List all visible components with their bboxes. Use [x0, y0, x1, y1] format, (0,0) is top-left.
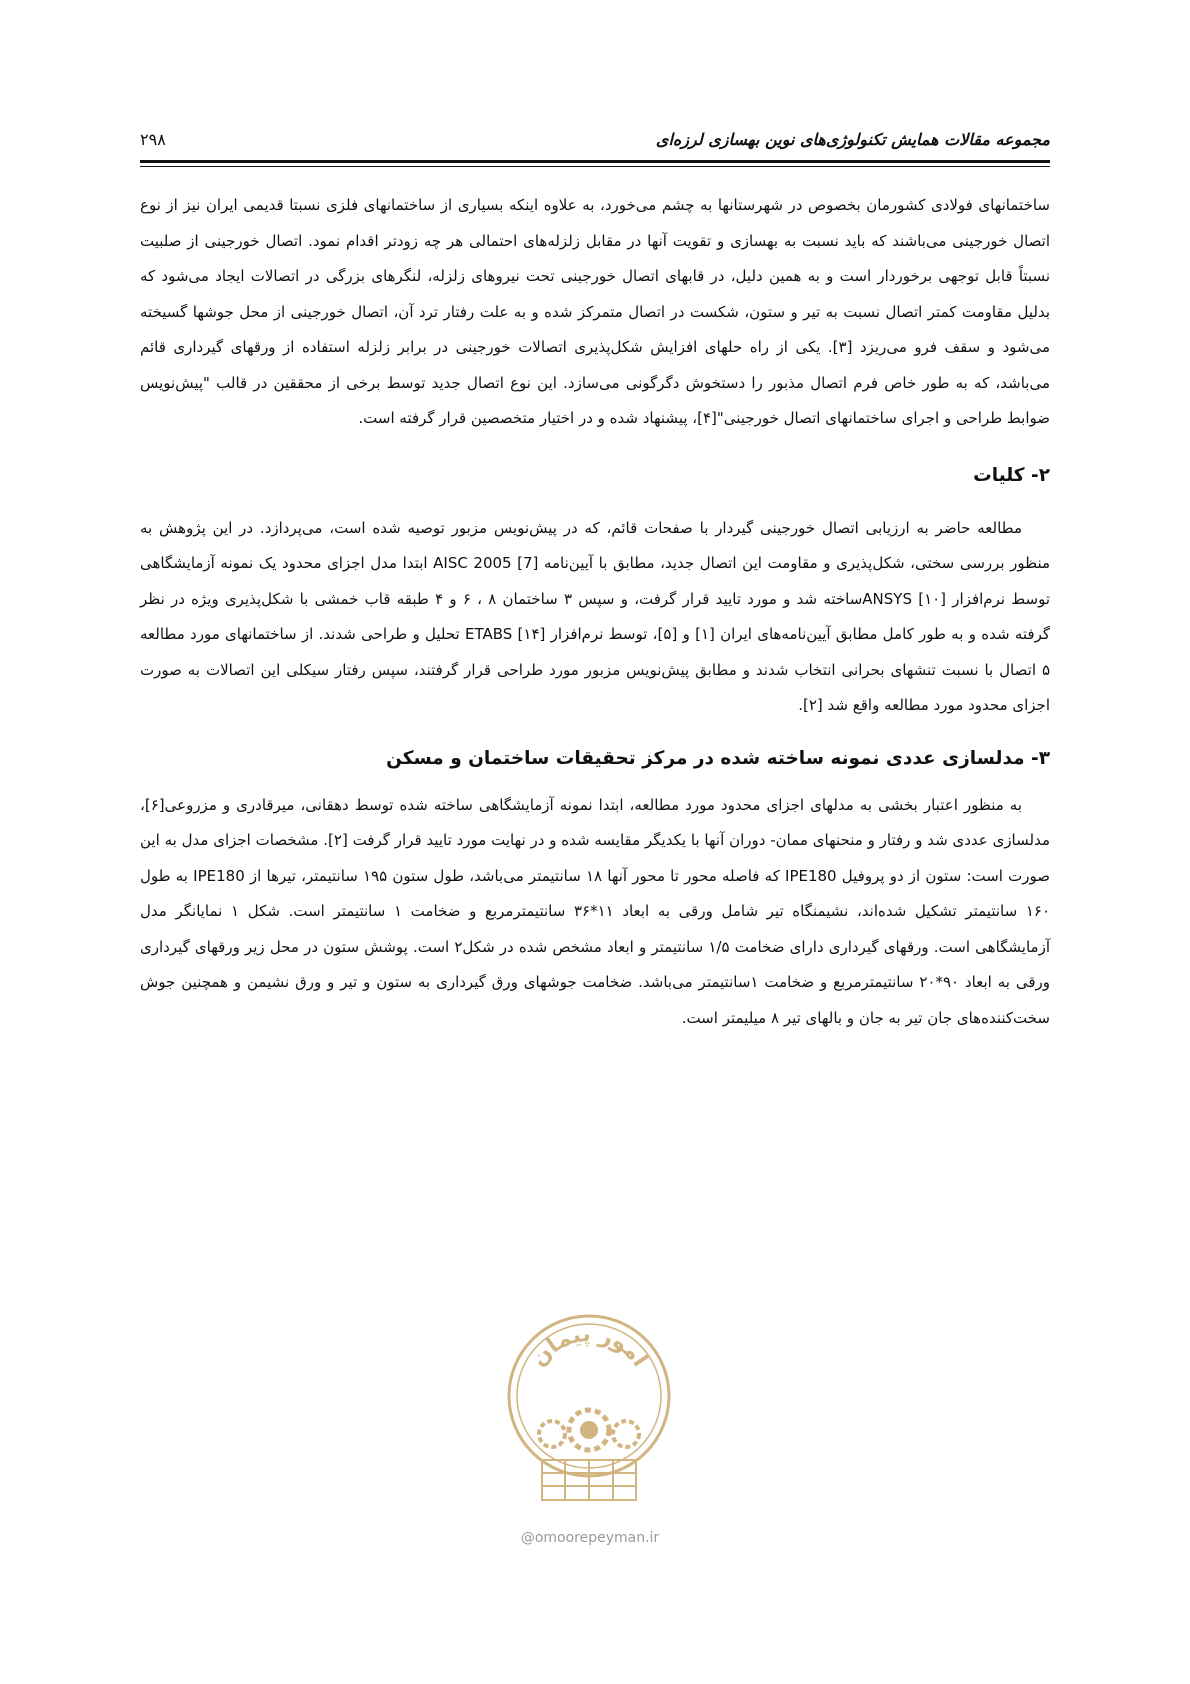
intro-paragraph: ساختمانهای فولادی کشورمان بخصوص در شهرستانها به چشم می‌خورد، به علاوه اینکه بسیاری از ساختمانهای فلزی نسبتا قدیمی ایران نیز از نوع اتصال خورجینی می‌باشند که باید نسبت به بهسازی و تقویت آنها در مقابل زلزله‌های احتمالی هر چه زودتر اقدام نمود. اتصال خورجینی از صلبیت نسبتاً قابل توجهی برخوردار است و به همین دلیل، در قابهای اتصال خورجینی تحت نیروهای زلزله، لنگرهای بزرگی در اتصالات ایجاد می‌شود که بدلیل مقاومت کمتر اتصال نسبت به تیر و ستون، شکست در اتصال متمرکز شده و به علت رفتار ترد آن، اتصال خورجینی از محل جوشها گسیخته می‌شود و سقف فرو می‌ریزد [۳]. یکی از راه حلهای افزایش شکل‌پذیری اتصالات خورجینی در برابر زلزله استفاده از ورقهای گیرداری قائم می‌باشد، که به طور خاص فرم اتصال مذبور را دستخوش دگرگونی می‌سازد. این نوع اتصال جدید توسط برخی از محققین در قالب "پیش‌نویس ضوابط طراحی و اجرای ساختمانهای اتصال خورجینی"[۴]، پیشنهاد شده و در اختیار متخصصین قرار گرفته است. — [140, 196, 1050, 427]
page-header — [140, 128, 1050, 162]
section-2-heading: ۲- کلیات — [973, 464, 1050, 486]
header-rule-thin — [140, 166, 1050, 167]
logo-lettering: امور پیمان — [526, 1321, 653, 1372]
main-content — [140, 188, 1050, 1036]
section-2-paragraph: مطالعه حاضر به ارزیابی اتصال خورجینی گیردار با صفحات قائم، که در پیش‌نویس مزبور توصیه شده است، می‌پردازد. در این پژوهش به منظور بررسی سختی، شکل‌پذیری و مقاومت این اتصال جدید، مطابق با آیین‌نامه AISC 2005 [7] ابتدا مدل اجزای محدود یک نمونه آزمایشگاهی توسط نرم‌افزار ANSYS [۱۰]ساخته شد و مورد تایید قرار گرفت، و سپس ۳ ساختمان ۸ ، ۶ و ۴ طبقه قاب خمشی با شکل‌پذیری ویژه در نظر گرفته شده و به طور کامل مطابق آیین‌نامه‌های ایران [۱] و [۵]، توسط نرم‌افزار ETABS [۱۴] تحلیل و طراحی شدند. از ساختمانهای مورد مطالعه ۵ اتصال با نسبت تنشهای بحرانی انتخاب شدند و مطابق پیش‌نویس مزبور مورد طراحی قرار گرفتند، سپس رفتار سیکلی این اتصالات به صورت اجزای محدود مورد مطالعه واقع شد [۲]. — [140, 518, 1051, 714]
page-number: ۲۹۸ — [140, 130, 166, 149]
watermark-caption: @omoorepeyman.ir — [520, 1530, 660, 1546]
section-3-heading: ۳- مدلسازی عددی نمونه ساخته شده در مرکز تحقیقات ساختمان و مسکن — [386, 747, 1050, 769]
section-3-paragraph: به منظور اعتبار بخشی به مدلهای اجزای محدود مورد مطالعه، ابتدا نمونه آزمایشگاهی ساخته شده توسط دهقانی، میرقادری و مزروعی[۶]، مدلسازی عددی شد و رفتار و منحنهای ممان- دوران آنها با یکدیگر مقایسه شده و در نهایت مورد تایید قرار گرفت [۲]. مشخصات اجزای مدل به این صورت است: ستون از دو پروفیل IPE180 که فاصله محور تا محور آنها ۱۸ سانتیمتر می‌باشد، طول ستون ۱۹۵ سانتیمتر، تیرها از IPE180 به طول ۱۶۰ سانتیمتر تشکیل شده‌اند، نشیمنگاه تیر شامل ورقی به ابعاد ۱۱*۳۶ سانتیمترمربع و ضخامت ۱ سانتیمتر است. شکل ۱ نمایانگر مدل آزمایشگاهی است. ورقهای گیرداری دارای ضخامت ۱/۵ سانتیمتر و ابعاد مشخص شده در شکل۲ است. پوشش ستون در محل زیر ورقهای گیرداری ورقی به ابعاد ۹۰*۲۰ سانتیمترمربع و ضخامت ۱سانتیمتر می‌باشد. ضخامت جوشهای ورق گیرداری به ستون و تیر و ورق نشیمن و همچنین جوش سخت‌کننده‌های جان تیر به جان و بالهای تیر ۸ میلیمتر است. — [140, 795, 1050, 1027]
header-rule-thick — [140, 160, 1050, 163]
omoor-peyman-logo-watermark — [494, 1312, 684, 1518]
running-header-title: مجموعه مقالات همایش تکنولوژی‌های نوین بهسازی لرزه‌ای — [655, 130, 1050, 149]
